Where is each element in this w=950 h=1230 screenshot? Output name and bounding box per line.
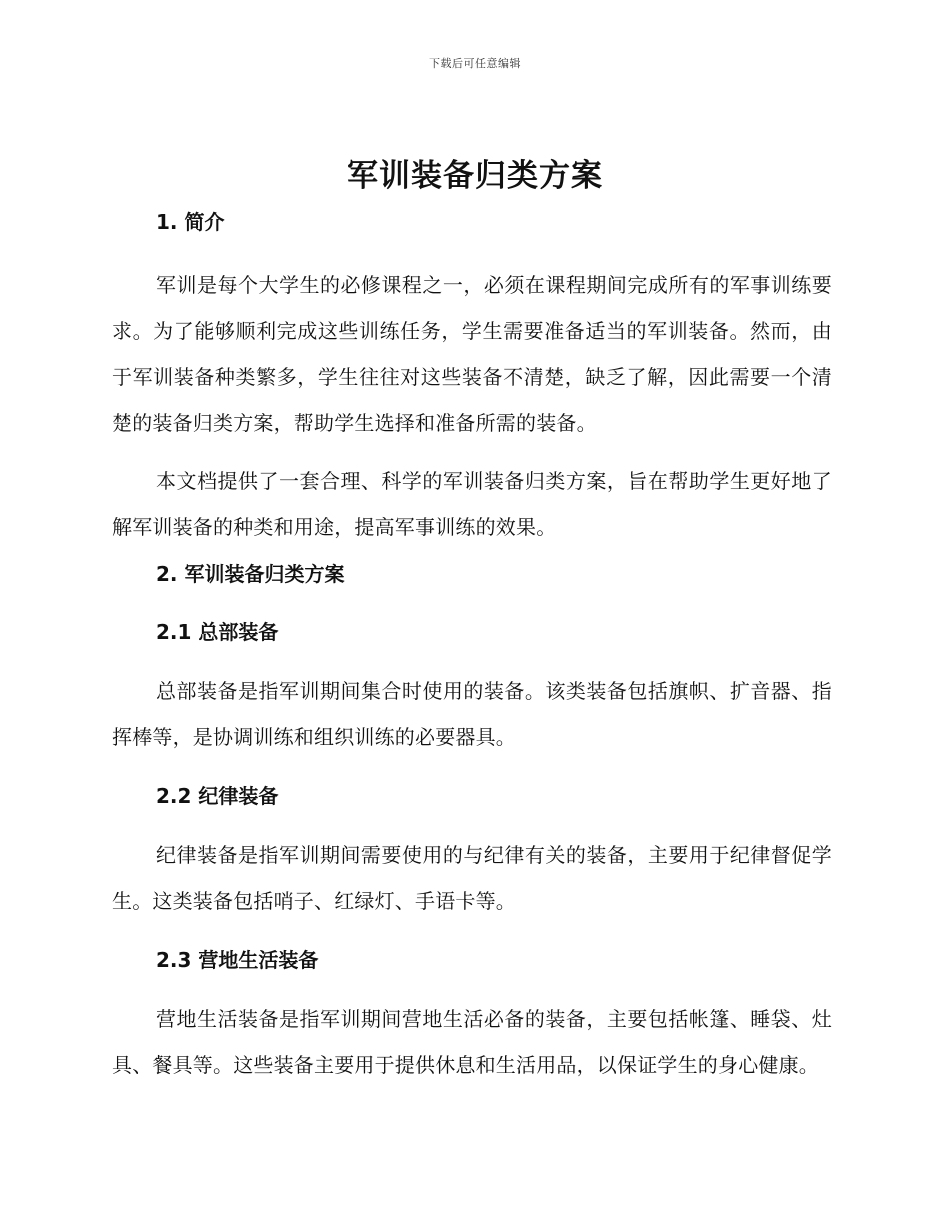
section-heading-intro: 1. 简介 bbox=[156, 210, 225, 234]
subsection-text-2-1: 总部装备是指军训期间集合时使用的装备。该类装备包括旗帜、扩音器、指挥棒等，是协调训练和组织训练的必要器具。 bbox=[112, 679, 832, 749]
subsection-text-2-2: 纪律装备是指军训期间需要使用的与纪律有关的装备，主要用于纪律督促学生。这类装备包括哨子、红绿灯、手语卡等。 bbox=[112, 843, 832, 913]
subsection-heading-2-1: 2.1 总部装备 bbox=[156, 620, 279, 644]
document-body bbox=[112, 206, 832, 1088]
document-title: 军训装备归类方案 bbox=[347, 158, 603, 194]
intro-paragraph-2: 本文档提供了一套合理、科学的军训装备归类方案，旨在帮助学生更好地了解军训装备的种类和用途，提高军事训练的效果。 bbox=[112, 469, 832, 539]
header-note: 下载后可任意编辑 bbox=[429, 57, 521, 70]
subsection-text-2-3: 营地生活装备是指军训期间营地生活必备的装备，主要包括帐篷、睡袋、灶具、餐具等。这些装备主要用于提供休息和生活用品，以保证学生的身心健康。 bbox=[112, 1007, 832, 1077]
subsection-heading-2-3: 2.3 营地生活装备 bbox=[156, 948, 319, 972]
intro-paragraph-1: 军训是每个大学生的必修课程之一，必须在课程期间完成所有的军事训练要求。为了能够顺利完成这些训练任务，学生需要准备适当的军训装备。然而，由于军训装备种类繁多，学生往往对这些装备不清楚，缺乏了解，因此需要一个清楚的装备归类方案，帮助学生选择和准备所需的装备。 bbox=[112, 273, 832, 435]
subsection-heading-2-2: 2.2 纪律装备 bbox=[156, 784, 279, 808]
section-heading-plan: 2. 军训装备归类方案 bbox=[156, 562, 345, 586]
